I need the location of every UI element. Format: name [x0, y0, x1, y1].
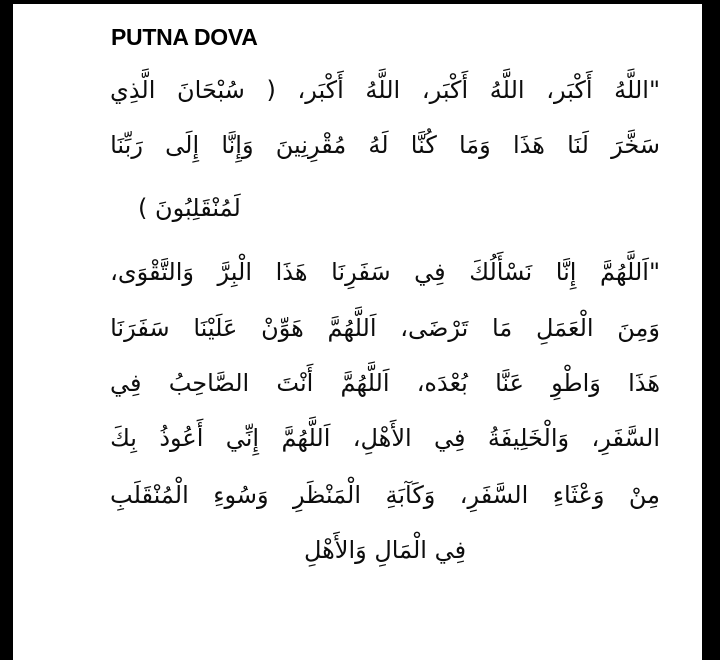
arabic-word: فِي [434, 424, 466, 452]
arabic-word: أَكْبَر، [297, 76, 344, 104]
arabic-line [110, 416, 660, 460]
arabic-word: عَنَّا [495, 369, 524, 397]
arabic-word: ( [266, 76, 276, 104]
arabic-word: سُبْحَانَ [177, 76, 245, 104]
arabic-word: تَرْضَى، [400, 314, 469, 342]
arabic-word: سَفَرَنَا [110, 314, 170, 342]
arabic-word: بُعْدَه، [416, 369, 468, 397]
arabic-word: وَمَا [458, 131, 491, 159]
arabic-word: اَللَّهُمَّ [281, 424, 331, 452]
right-edge-bar [702, 0, 720, 660]
arabic-word: وَسُوءِ [213, 481, 269, 509]
arabic-line [110, 473, 660, 517]
arabic-word: السَّفَرِ، [591, 424, 660, 452]
arabic-word: بِكَ [110, 424, 137, 452]
arabic-word: إِنَّا [555, 258, 577, 286]
arabic-word: الْمُنْقَلَبِ [110, 481, 189, 509]
left-edge-bar [0, 0, 13, 660]
arabic-word: أَكْبَر، [546, 76, 593, 104]
arabic-word: "اللَّهُ [614, 76, 660, 104]
arabic-word: الَّذِي [110, 76, 156, 104]
arabic-word: وَالتَّقْوَى، [110, 258, 194, 286]
prayer-text [110, 0, 660, 660]
arabic-word: سَخَّرَ [611, 131, 660, 159]
page-title: PUTNA DOVA [111, 24, 258, 50]
arabic-word: الْبِرَّ [217, 258, 253, 286]
arabic-word: وَالْخَلِيفَةُ [487, 424, 570, 452]
arabic-word: لَنَا [567, 131, 589, 159]
arabic-word: الصَّاحِبُ [168, 369, 250, 397]
arabic-word: وَإِنَّا [221, 131, 254, 159]
arabic-word: لَهُ [368, 131, 389, 159]
arabic-word: فِي [414, 258, 446, 286]
arabic-word: أَعُوذُ [159, 424, 204, 452]
arabic-word: سَفَرِنَا [331, 258, 391, 286]
arabic-word: فِي [110, 369, 142, 397]
arabic-line [110, 250, 660, 294]
arabic-line: لَمُنْقَلِبُونَ ) [138, 194, 241, 222]
arabic-word: وَاطْوِ [551, 369, 601, 397]
arabic-line [110, 68, 660, 112]
arabic-word: نَسْأَلُكَ [469, 258, 533, 286]
arabic-word: هَذَا [512, 131, 545, 159]
arabic-word: مَا [492, 314, 513, 342]
arabic-word: كُنَّا [410, 131, 437, 159]
arabic-word: وَكَآبَةِ [385, 481, 436, 509]
arabic-word: السَّفَرِ، [459, 481, 529, 509]
arabic-word: الْمَنْظَرِ [293, 481, 362, 509]
arabic-word: مُقْرِنِينَ [275, 131, 347, 159]
arabic-word: مِنْ [628, 481, 660, 509]
arabic-word: عَلَيْنَا [193, 314, 238, 342]
arabic-word: وَعْثَاءِ [552, 481, 605, 509]
arabic-word: أَنْتَ [276, 369, 314, 397]
arabic-word: الأَهْلِ، [352, 424, 412, 452]
arabic-word: إِلَى [165, 131, 200, 159]
arabic-word: هَذَا [628, 369, 660, 397]
arabic-line [110, 361, 660, 405]
arabic-word: اَللَّهُمَّ [340, 369, 390, 397]
arabic-word: وَمِنَ [617, 314, 660, 342]
arabic-line [110, 123, 660, 167]
arabic-word: اللَّهُ [365, 76, 401, 104]
arabic-word: هَوِّنْ [261, 314, 304, 342]
arabic-line: فِي الْمَالِ وَالأَهْلِ [303, 536, 467, 564]
arabic-word: اللَّهُ [489, 76, 525, 104]
arabic-word: اَللَّهُمَّ [327, 314, 377, 342]
arabic-word: "اَللَّهُمَّ [600, 258, 660, 286]
arabic-line [110, 306, 660, 350]
arabic-word: إِنِّي [225, 424, 260, 452]
arabic-word: رَبِّنَا [110, 131, 143, 159]
arabic-word: هَذَا [275, 258, 308, 286]
arabic-word: أَكْبَر، [421, 76, 469, 104]
arabic-word: الْعَمَلِ [535, 314, 594, 342]
